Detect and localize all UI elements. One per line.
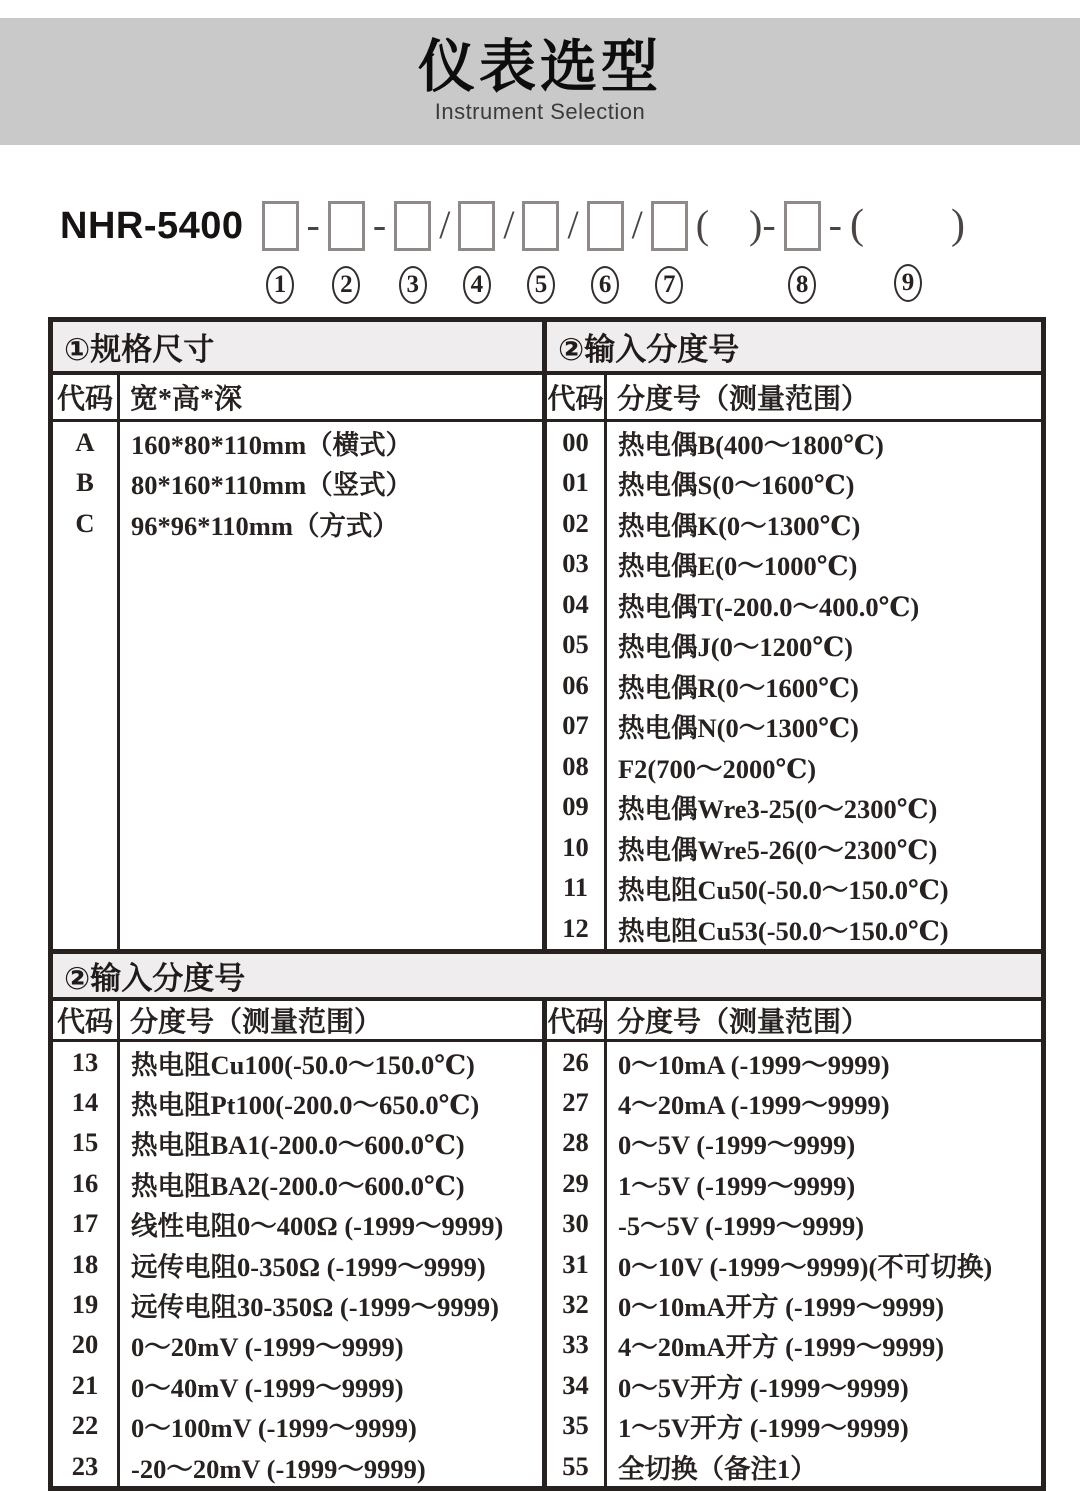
model-field-9 xyxy=(850,201,966,302)
size-column-header: 宽*高*深 xyxy=(130,384,243,415)
code-cell: 10 xyxy=(562,831,589,862)
size-cell: 96*96*110mm（方式） xyxy=(131,510,399,541)
range-cell: 4～20mA (-1999～9999) xyxy=(618,1090,890,1121)
model-code-line xyxy=(60,201,1080,304)
range-column-header: 分度号（测量范围） xyxy=(617,1007,870,1038)
size-column-header-row xyxy=(53,375,542,422)
code-cell: A xyxy=(75,426,95,457)
model-field-6 xyxy=(587,201,624,304)
section-1 xyxy=(53,322,1041,949)
section-2-right-data xyxy=(547,1042,1041,1486)
section-2-header: ②输入分度号 xyxy=(53,954,1041,1001)
range-column-header: 分度号（测量范围） xyxy=(130,1007,383,1038)
range-cell: 远传电阻30-350Ω (-1999～9999) xyxy=(131,1292,499,1323)
code-cell: 28 xyxy=(562,1127,589,1158)
code-cell: 09 xyxy=(562,791,589,822)
range-cell: 0～20mV (-1999～9999) xyxy=(131,1332,404,1363)
range-cell: 热电偶E(0～1000℃) xyxy=(618,551,858,582)
value-column xyxy=(607,422,1041,949)
code-cell: 16 xyxy=(71,1167,99,1198)
model-separator: - xyxy=(828,202,842,247)
range-cell: 热电偶J(0～1200℃) xyxy=(618,632,853,663)
range-cell: -5～5V (-1999～9999) xyxy=(618,1211,865,1242)
code-cell: 35 xyxy=(562,1410,589,1441)
code-cell: 27 xyxy=(562,1087,589,1118)
model-box-4 xyxy=(458,201,495,251)
code-column-header: 代码 xyxy=(53,1001,120,1039)
model-box-6 xyxy=(587,201,624,251)
code-cell: 14 xyxy=(71,1087,99,1118)
section-1-size-data xyxy=(53,422,542,949)
model-separator: / xyxy=(503,202,515,247)
page-title: 仪表选型 xyxy=(418,34,662,99)
model-box-1 xyxy=(262,201,299,251)
code-cell: 29 xyxy=(562,1167,589,1198)
model-field-7 xyxy=(651,201,688,304)
range-cell: 0～10mA (-1999～9999) xyxy=(618,1049,890,1080)
code-column xyxy=(53,422,120,949)
section-1-size xyxy=(53,322,547,949)
circle-number-2: 2 xyxy=(332,266,360,304)
range-cell: 线性电阻0～400Ω (-1999～9999) xyxy=(131,1211,504,1242)
section-2-left xyxy=(53,1001,547,1486)
input-column-header-row xyxy=(547,1001,1041,1042)
page-subtitle: Instrument Selection xyxy=(434,99,646,125)
code-column xyxy=(547,422,607,949)
size-cell: 160*80*110mm（横式） xyxy=(131,429,413,460)
circle-number-7: 7 xyxy=(655,266,683,304)
model-box-8 xyxy=(784,201,821,251)
range-cell: 热电偶K(0～1300℃) xyxy=(618,510,861,541)
code-cell: 17 xyxy=(71,1208,99,1239)
range-cell: -20～20mV (-1999～9999) xyxy=(131,1453,426,1484)
value-column xyxy=(607,1042,1041,1486)
code-cell: 04 xyxy=(562,588,589,619)
page-header-banner xyxy=(0,18,1080,145)
range-cell: 0～5V开方 (-1999～9999) xyxy=(618,1372,909,1403)
model-prefix: NHR-5400 xyxy=(60,205,244,247)
code-cell: 26 xyxy=(562,1046,589,1077)
section-2-left-data xyxy=(53,1042,542,1486)
circle-number-1: 1 xyxy=(266,266,294,304)
code-cell: 20 xyxy=(71,1329,99,1360)
input-column-header-row xyxy=(53,1001,542,1042)
code-cell: 33 xyxy=(562,1329,589,1360)
code-column-header: 代码 xyxy=(53,375,120,419)
range-cell: 0～10mA开方 (-1999～9999) xyxy=(618,1292,945,1323)
code-cell: 31 xyxy=(562,1248,589,1279)
range-cell: 热电偶S(0～1600℃) xyxy=(618,470,855,501)
range-cell: 热电偶Wre3-25(0～2300℃) xyxy=(618,794,938,825)
model-paren: ( ) xyxy=(849,202,966,248)
range-cell: 热电偶Wre5-26(0～2300℃) xyxy=(618,834,938,865)
section-1-input-data xyxy=(547,422,1041,949)
page xyxy=(0,18,1080,1484)
selection-table xyxy=(48,317,1046,1491)
value-column xyxy=(120,422,542,949)
code-column-header: 代码 xyxy=(547,375,607,419)
range-cell: 热电阻BA1(-200.0～600.0℃) xyxy=(131,1130,465,1161)
circle-number-3: 3 xyxy=(399,266,427,304)
range-cell: 0～10V (-1999～9999)(不可切换) xyxy=(618,1251,993,1282)
range-cell: 1～5V开方 (-1999～9999) xyxy=(618,1413,909,1444)
code-cell: 08 xyxy=(562,750,589,781)
model-field-8 xyxy=(784,201,821,304)
section-2-body xyxy=(53,1001,1041,1486)
model-box-7 xyxy=(651,201,688,251)
circle-number-8: 8 xyxy=(788,266,816,304)
model-separator: / xyxy=(631,202,643,247)
model-box-2 xyxy=(328,201,365,251)
code-cell: 05 xyxy=(562,629,589,660)
code-cell: 06 xyxy=(562,669,589,700)
range-cell: 0～100mV (-1999～9999) xyxy=(131,1413,417,1444)
code-cell: 22 xyxy=(71,1410,99,1441)
circle-number-4: 4 xyxy=(463,266,491,304)
range-cell: 热电阻Cu53(-50.0～150.0℃) xyxy=(618,915,949,946)
code-cell: 01 xyxy=(562,467,589,498)
code-cell: 55 xyxy=(562,1450,589,1481)
code-cell: 32 xyxy=(562,1289,589,1320)
section-1-input xyxy=(547,322,1041,949)
range-cell: 4～20mA开方 (-1999～9999) xyxy=(618,1332,945,1363)
code-cell: 30 xyxy=(562,1208,589,1239)
range-cell: 热电阻Cu50(-50.0～150.0℃) xyxy=(618,875,949,906)
code-cell: 12 xyxy=(562,912,589,943)
section-2 xyxy=(53,949,1041,1486)
code-cell: 19 xyxy=(71,1289,99,1320)
range-cell: 0～5V (-1999～9999) xyxy=(618,1130,856,1161)
model-separator: - xyxy=(372,202,387,247)
range-cell: 热电偶N(0～1300℃) xyxy=(618,713,859,744)
range-column-header: 分度号（测量范围） xyxy=(617,384,870,415)
input-column-header-row xyxy=(547,375,1041,422)
model-separator: - xyxy=(306,202,320,247)
code-cell: B xyxy=(76,467,94,498)
code-cell: 18 xyxy=(71,1248,99,1279)
model-field-1 xyxy=(262,201,299,304)
section-1-size-header: ①规格尺寸 xyxy=(53,322,542,375)
range-cell: 热电阻Pt100(-200.0～650.0℃) xyxy=(131,1090,480,1121)
range-cell: 1～5V (-1999～9999) xyxy=(618,1170,856,1201)
code-column xyxy=(547,1042,607,1486)
range-cell: 远传电阻0-350Ω (-1999～9999) xyxy=(131,1251,486,1282)
circle-number-9: 9 xyxy=(894,264,922,302)
code-cell: 07 xyxy=(562,710,589,741)
range-cell: 0～40mV (-1999～9999) xyxy=(131,1372,404,1403)
model-field-5 xyxy=(522,201,559,304)
circle-number-6: 6 xyxy=(591,266,619,304)
model-box-5 xyxy=(522,201,559,251)
code-column-header: 代码 xyxy=(547,1001,607,1039)
code-cell: 02 xyxy=(562,507,589,538)
code-cell: 11 xyxy=(562,872,589,903)
model-separator: / xyxy=(567,202,579,247)
code-cell: C xyxy=(75,507,95,538)
range-cell: 热电偶B(400～1800℃) xyxy=(618,429,884,460)
model-field-2 xyxy=(328,201,365,304)
model-field-4 xyxy=(458,201,495,304)
range-cell: 热电阻BA2(-200.0～600.0℃) xyxy=(131,1170,465,1201)
range-cell: 热电阻Cu100(-50.0～150.0℃) xyxy=(131,1049,475,1080)
code-cell: 23 xyxy=(71,1450,99,1481)
range-cell: 热电偶T(-200.0～400.0℃) xyxy=(618,591,920,622)
range-cell: 全切换（备注1） xyxy=(618,1453,817,1484)
code-cell: 34 xyxy=(562,1369,589,1400)
range-cell: 热电偶R(0～1600℃) xyxy=(618,672,859,703)
model-field-3 xyxy=(394,201,431,304)
range-cell: F2(700～2000℃) xyxy=(618,753,817,784)
circle-number-5: 5 xyxy=(527,266,555,304)
code-cell: 13 xyxy=(71,1046,99,1077)
model-separator: ( )- xyxy=(695,202,776,247)
code-cell: 00 xyxy=(562,426,589,457)
code-cell: 03 xyxy=(562,548,589,579)
section-2-right xyxy=(547,1001,1041,1486)
section-1-input-header: ②输入分度号 xyxy=(547,322,1041,375)
code-cell: 15 xyxy=(71,1127,99,1158)
code-cell: 21 xyxy=(71,1369,99,1400)
size-cell: 80*160*110mm（竖式） xyxy=(131,470,413,501)
model-tokens xyxy=(256,201,972,304)
model-box-3 xyxy=(394,201,431,251)
code-column xyxy=(53,1042,120,1486)
model-separator: / xyxy=(439,202,451,247)
value-column xyxy=(120,1042,542,1486)
